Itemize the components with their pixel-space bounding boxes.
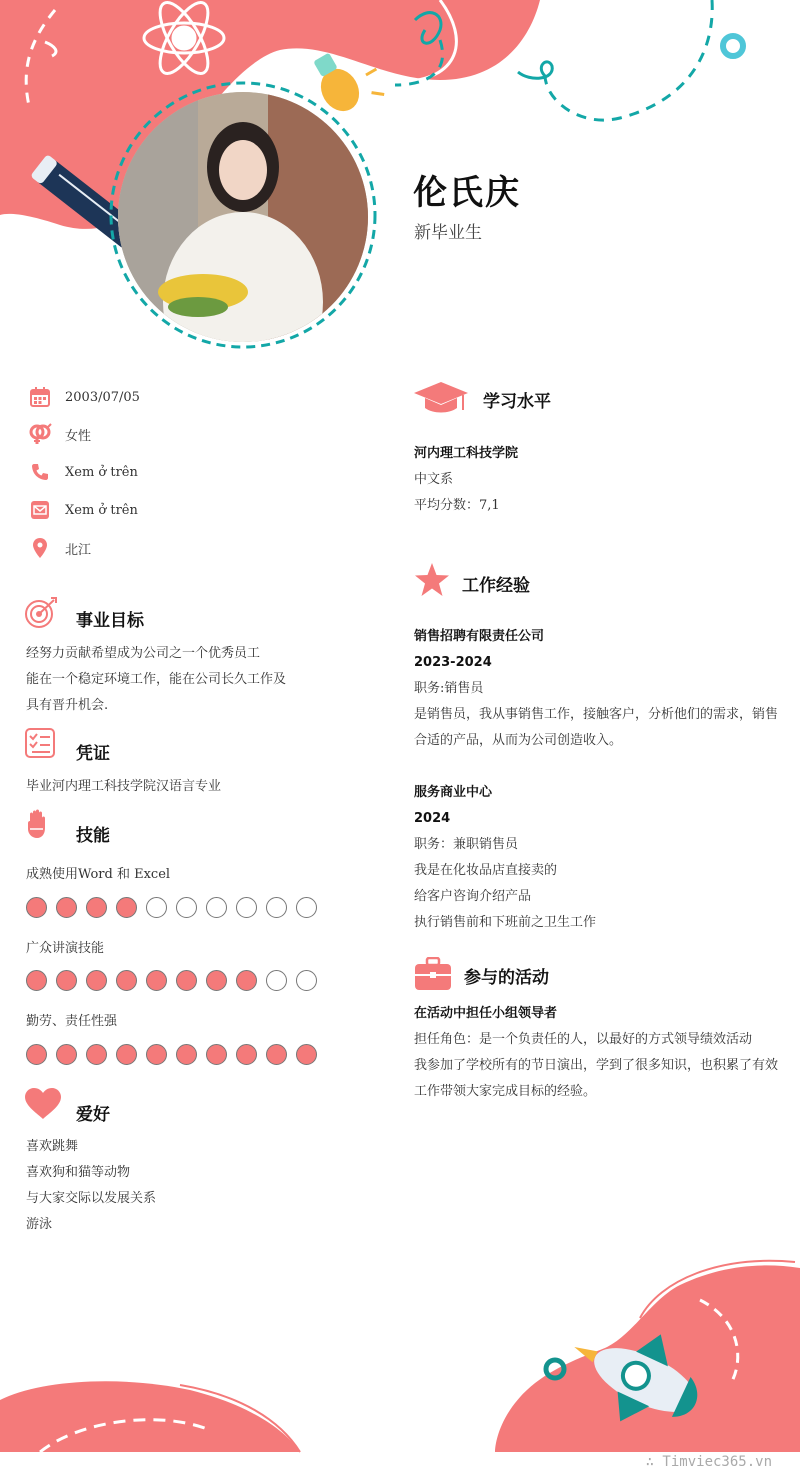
job-description: 执行销售前和下班前之卫生工作 [414,915,597,930]
profile-photo [118,92,368,342]
education-title: 学习水平 [483,392,551,412]
job-description: 给客户咨询介绍产品 [414,889,532,904]
location-icon [28,536,52,560]
job-entry [414,624,779,754]
activity-heading: 在活动中担任小组领导者 [414,1006,558,1021]
candidate-name: 伦氏庆 [413,173,521,213]
graduation-cap-icon [413,380,469,418]
skill-dot-empty [236,897,257,918]
job-description: 是销售员，我从事销售工作，接触客户，分析他们的需求，销售合适的产品，从而为公司创造收入。 [414,707,779,748]
certificate-item: 毕业河内理工科技学院汉语言专业 [26,779,222,794]
skill-dot-empty [266,970,287,991]
skill-dot-filled [236,1044,257,1065]
skill-dot-filled [296,1044,317,1065]
activity-description: 担任角色：是一个负责任的人，以最好的方式领导绩效活动 [414,1032,753,1047]
skill-dot-filled [26,897,47,918]
skills-title: 技能 [76,826,110,846]
skill-dot-filled [176,970,197,991]
skill-dot-filled [146,1044,167,1065]
skill-dot-filled [176,1044,197,1065]
school-name: 河内理工科技学院 [414,446,519,461]
job-description: 我是在化妆品店直接卖的 [414,863,558,878]
gender-icon [28,422,52,446]
skill-dot-filled [206,970,227,991]
skill-dot-empty [146,897,167,918]
candidate-title: 新毕业生 [414,223,482,243]
skill-dot-empty [296,970,317,991]
job-entry [414,780,779,936]
hobbies-list: 喜欢跳舞 喜欢狗和猫等动物 与大家交际以发展关系 游泳 [26,1139,157,1232]
star-icon [414,563,450,601]
contact-email: Xem ở trên [28,498,138,522]
skill-dot-filled [86,970,107,991]
contact-location: 北江 [28,536,91,560]
certificates-title: 凭证 [76,744,110,764]
skill-name: 成熟使用Word 和 Excel [26,867,171,882]
contact-birthdate: 2003/07/05 [28,385,140,409]
objective-text: 经努力贡献希望成为公司之一个优秀员工 能在一个稳定环境工作，能在公司长久工作及 具有晋升机会. [26,646,287,713]
phone-icon [28,460,52,484]
job-period: 2023-2024 [414,655,492,670]
skill-dot-filled [266,1044,287,1065]
skill-name: 广众讲演技能 [26,941,105,956]
skill-rating [26,897,317,918]
skill-dot-filled [116,970,137,991]
skill-rating [26,1044,317,1065]
gpa: 平均分数：7,1 [414,498,500,513]
contact-phone: Xem ở trên [28,460,138,484]
education-details [414,441,779,519]
skill-dot-filled [86,897,107,918]
skill-dot-filled [236,970,257,991]
briefcase-icon [415,957,451,995]
watermark: ∴ Timviec365.vn [645,1454,772,1470]
skill-dot-empty [206,897,227,918]
skill-dot-empty [266,897,287,918]
skill-dot-filled [206,1044,227,1065]
heart-icon [24,1088,62,1124]
skill-dot-empty [296,897,317,918]
skill-name: 勤劳、责任性强 [26,1014,118,1029]
objective-title: 事业目标 [76,611,144,631]
skill-dot-filled [26,970,47,991]
target-icon [24,597,58,633]
skill-dot-empty [176,897,197,918]
skill-dot-filled [56,970,77,991]
job-company: 销售招聘有限责任公司 [414,629,545,644]
job-period: 2024 [414,811,451,826]
hobbies-title: 爱好 [76,1105,110,1125]
job-role: 职务：兼职销售员 [414,837,519,852]
checklist-icon [24,727,56,763]
major: 中文系 [414,472,454,487]
skill-rating [26,970,317,991]
experience-title: 工作经验 [462,576,530,596]
activity-description: 我参加了学校所有的节日演出，学到了很多知识，也积累了有效工作带领大家完成目标的经验。 [414,1058,779,1099]
job-company: 服务商业中心 [414,785,493,800]
job-role: 职务:销售员 [414,681,484,696]
skill-dot-filled [116,897,137,918]
skill-dot-filled [56,1044,77,1065]
skill-dot-filled [146,970,167,991]
calendar-icon [28,385,52,409]
activities-title: 参与的活动 [464,968,549,988]
skill-dot-filled [116,1044,137,1065]
skill-dot-filled [86,1044,107,1065]
skill-dot-filled [56,897,77,918]
activity-entry [414,1001,779,1105]
hand-icon [26,809,48,845]
skill-dot-filled [26,1044,47,1065]
contact-gender: 女性 [28,422,91,446]
email-icon [28,498,52,522]
